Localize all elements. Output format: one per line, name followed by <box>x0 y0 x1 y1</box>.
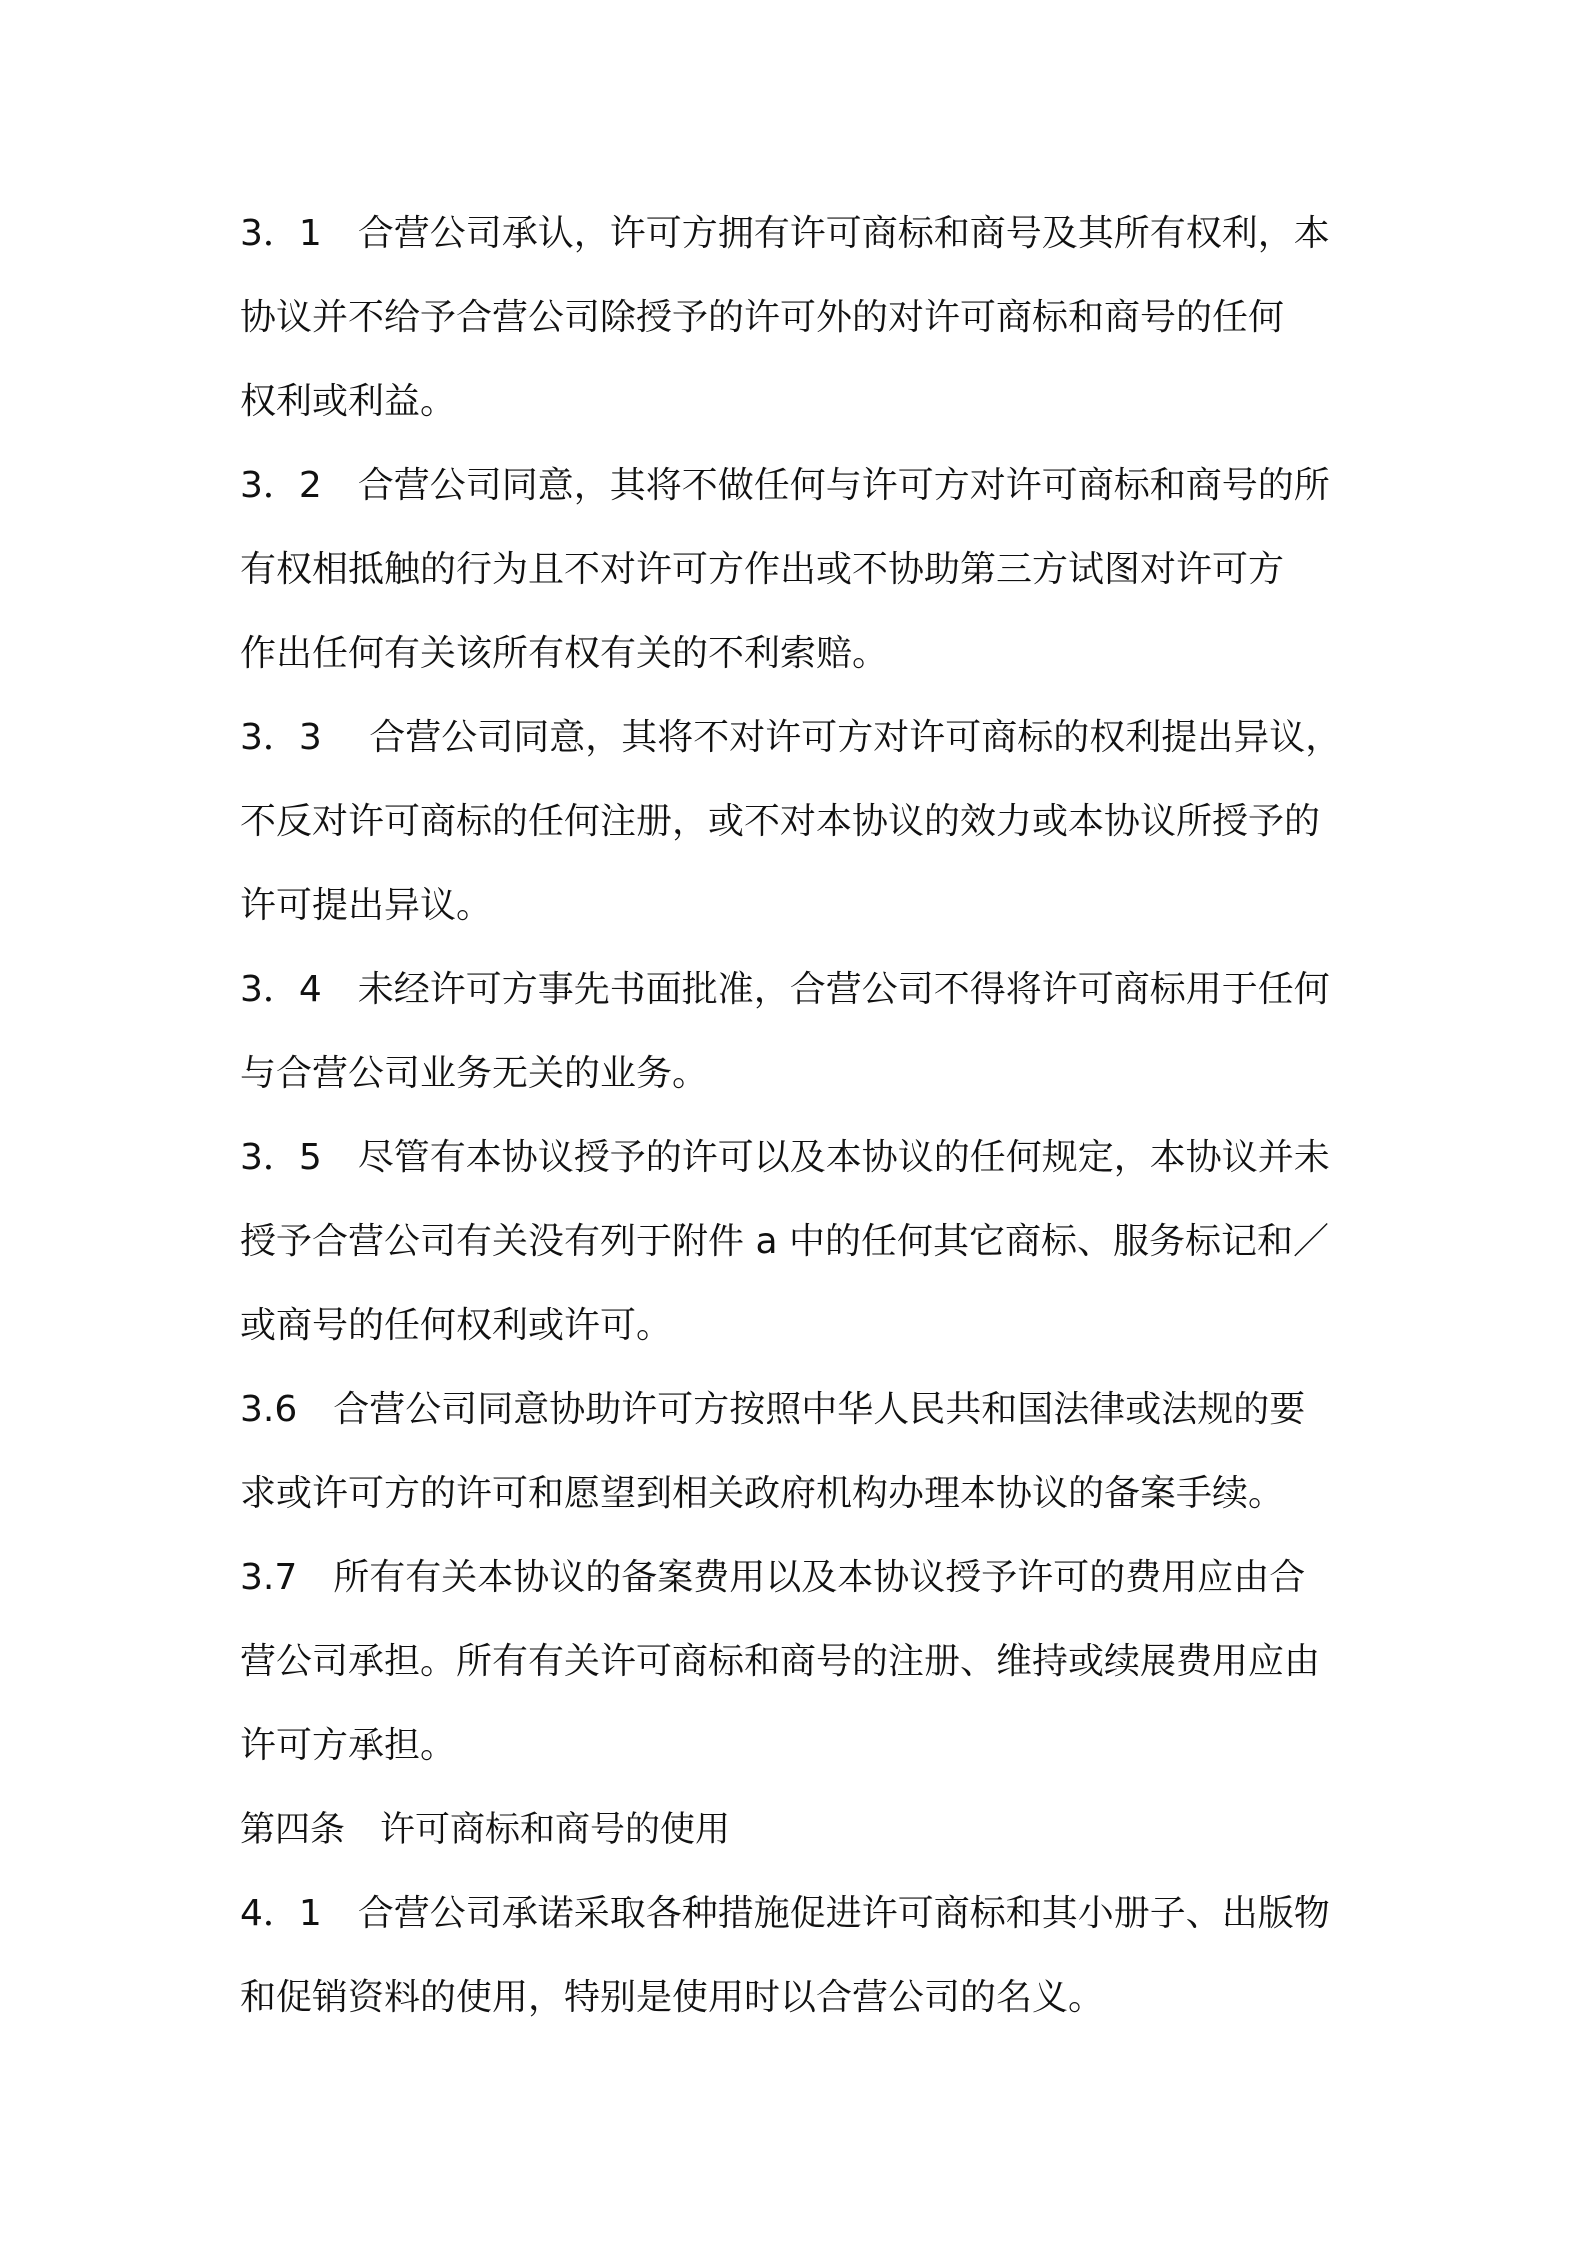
clause-3-5-line-1: 3．5 尽管有本协议授予的许可以及本协议的任何规定，本协议并未 <box>240 1137 1330 1178</box>
article-4-heading: 第四条 许可商标和商号的使用 <box>240 1810 731 1850</box>
clause-3-3-line-3: 许可提出异议。 <box>240 885 493 926</box>
clause-3-6-line-2: 求或许可方的许可和愿望到相关政府机构办理本协议的备案手续。 <box>240 1473 1285 1514</box>
clause-3-5-line-3: 或商号的任何权利或许可。 <box>240 1305 673 1346</box>
clause-3-4-line-1: 3．4 未经许可方事先书面批准，合营公司不得将许可商标用于任何 <box>240 969 1330 1010</box>
clause-3-7-line-2: 营公司承担。所有有关许可商标和商号的注册、维持或续展费用应由 <box>240 1641 1321 1682</box>
clause-3-1-line-2: 协议并不给予合营公司除授予的许可外的对许可商标和商号的任何 <box>240 297 1285 338</box>
clause-4-1-line-1: 4．1 合营公司承诺采取各种措施促进许可商标和其小册子、出版物 <box>240 1893 1330 1934</box>
clause-4-1-line-2: 和促销资料的使用，特别是使用时以合营公司的名义。 <box>240 1977 1105 2018</box>
clause-3-3-line-1: 3．3 合营公司同意，其将不对许可方对许可商标的权利提出异议， <box>240 717 1342 758</box>
clause-3-7-line-1: 3.7 所有有关本协议的备案费用以及本协议授予许可的费用应由合 <box>240 1557 1306 1598</box>
clause-3-6-line-1: 3.6 合营公司同意协助许可方按照中华人民共和国法律或法规的要 <box>240 1389 1306 1430</box>
clause-3-1-line-3: 权利或利益。 <box>240 381 457 422</box>
clause-3-5-line-2: 授予合营公司有关没有列于附件 a 中的任何其它商标、服务标记和／ <box>240 1221 1329 1262</box>
clause-3-2-line-2: 有权相抵触的行为且不对许可方作出或不协助第三方试图对许可方 <box>240 549 1285 590</box>
document-page <box>240 192 1360 2040</box>
clause-3-4-line-2: 与合营公司业务无关的业务。 <box>240 1053 709 1094</box>
clause-3-1-line-1: 3．1 合营公司承认，许可方拥有许可商标和商号及其所有权利，本 <box>240 213 1330 254</box>
clause-3-3-line-2: 不反对许可商标的任何注册，或不对本协议的效力或本协议所授予的 <box>240 801 1321 842</box>
clause-3-2-line-3: 作出任何有关该所有权有关的不利索赔。 <box>240 633 889 674</box>
clause-3-7-line-3: 许可方承担。 <box>240 1725 457 1766</box>
clause-3-2-line-1: 3．2 合营公司同意，其将不做任何与许可方对许可商标和商号的所 <box>240 465 1330 506</box>
